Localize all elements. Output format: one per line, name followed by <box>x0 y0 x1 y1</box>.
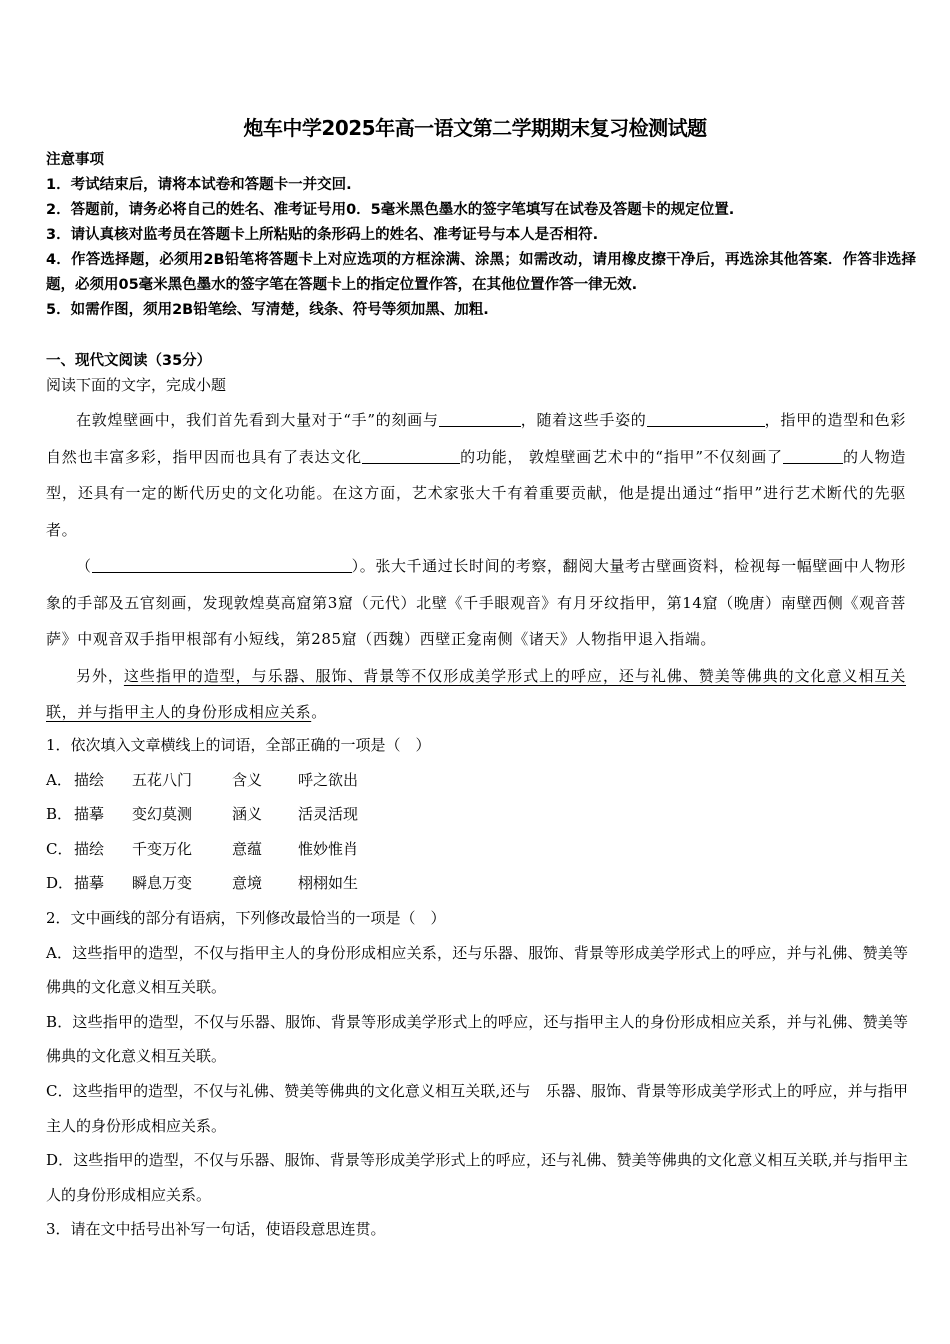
option-word: 栩栩如生 <box>298 874 359 893</box>
underlined-sentence: 这些指甲的造型，与乐器、服饰、背景等不仅形成美学形式上的呼应，还与礼佛、赞美等佛典的文化意义相互关联，并与指甲主人的身份形成相应关系 <box>46 666 906 721</box>
option-word: 含义 <box>232 770 263 789</box>
note-item: 1．考试结束后，请将本试卷和答题卡一并交回. <box>46 177 352 193</box>
passage-paragraph-1 <box>46 402 906 548</box>
section-intro: 阅读下面的文字，完成小题 <box>46 376 227 394</box>
notes-heading: 注意事项 <box>46 152 104 168</box>
fill-blank-sentence[interactable] <box>92 557 352 573</box>
questions <box>46 728 908 1247</box>
question-1-stem: 1．依次填入文章横线上的词语，全部正确的一项是（ ） <box>46 736 431 754</box>
option-word: 描绘 <box>74 770 105 789</box>
passage-text: 另外， <box>76 666 124 685</box>
note-item: 5．如需作图，须用2B铅笔绘、写清楚，线条、符号等须加黑、加粗. <box>46 302 489 318</box>
passage-text: 。 <box>311 703 327 721</box>
question-1-option-d[interactable] <box>46 866 908 901</box>
option-word: 意境 <box>232 874 263 893</box>
passage-text: ）。张大千通过长时间的考察，翻阅大量考古壁画资料，检视每一幅壁画中人物形象的手部及五官刻画，发现敦煌莫高窟第3窟（元代）北壁《千手眼观音》有月牙纹指甲，第14窟（晚唐）南壁西侧《观音菩萨》中观音双手指甲根部有小短线，第285窟（西魏）西壁正龛南侧《诸天》人物指甲退入指端。 <box>46 557 906 648</box>
question-2-option-d[interactable]: D．这些指甲的造型，不仅与乐器、服饰、背景等形成美学形式上的呼应，还与礼佛、赞美等佛典的文化意义相互关联,并与指甲主人的身份形成相应关系。 <box>46 1151 908 1204</box>
passage-text: 在敦煌壁画中，我们首先看到大量对于“手”的刻画与 <box>76 411 439 429</box>
passage-text: （ <box>76 557 92 575</box>
notes-section <box>46 148 916 323</box>
question-1-option-a[interactable] <box>46 763 908 798</box>
fill-blank-2[interactable] <box>647 411 765 427</box>
question-1-option-c[interactable] <box>46 832 908 867</box>
fill-blank-4[interactable] <box>783 448 843 464</box>
option-word: 意蕴 <box>232 839 263 858</box>
note-item: 2．答题前，请务必将自己的姓名、准考证号用0．5毫米黑色墨水的签字笔填写在试卷及答题卡的规定位置. <box>46 202 735 218</box>
question-2-stem: 2．文中画线的部分有语病，下列修改最恰当的一项是（ ） <box>46 908 446 927</box>
option-letter: D． <box>46 874 74 893</box>
option-word: 活灵活现 <box>298 805 359 824</box>
passage-text: 的功能， 敦煌壁画艺术中的“指甲”不仅刻画了 <box>459 447 783 466</box>
option-word: 描摹 <box>74 805 105 824</box>
question-2-option-c[interactable]: C．这些指甲的造型，不仅与礼佛、赞美等佛典的文化意义相互关联,还与 乐器、服饰、背景等形成美学形式上的呼应，并与指甲主人的身份形成相应关系。 <box>46 1081 908 1135</box>
passage-paragraph-2 <box>46 548 906 658</box>
option-word: 描绘 <box>74 839 105 858</box>
option-word: 瞬息万变 <box>132 874 193 893</box>
option-word: 惟妙惟肖 <box>298 839 359 858</box>
option-word: 五花八门 <box>132 770 193 789</box>
option-word: 千变万化 <box>132 839 193 858</box>
option-letter: C． <box>46 839 73 858</box>
question-3-stem: 3．请在文中括号出补写一句话，使语段意思连贯。 <box>46 1220 386 1239</box>
option-word: 涵义 <box>232 805 263 824</box>
fill-blank-1[interactable] <box>439 411 521 427</box>
option-word: 变幻莫测 <box>132 805 193 824</box>
option-word: 呼之欲出 <box>298 770 359 789</box>
fill-blank-3[interactable] <box>362 448 460 464</box>
option-word: 描摹 <box>74 874 105 893</box>
reading-passage <box>46 402 906 731</box>
question-2-option-a[interactable]: A．这些指甲的造型，不仅与指甲主人的身份形成相应关系，还与乐器、服饰、背景等形成美学形式上的呼应，并与礼佛、赞美等佛典的文化意义相互关联。 <box>46 943 908 997</box>
passage-text: 的人物造型，还具有一定的断代历史的文化功能。在这方面，艺术家张大千有着重要贡献，他是提出通过“指甲”进行艺术断代的先驱者。 <box>46 447 906 539</box>
question-1-option-b[interactable] <box>46 797 908 832</box>
question-2-option-b[interactable]: B．这些指甲的造型，不仅与乐器、服饰、背景等形成美学形式上的呼应，还与指甲主人的身份形成相应关系，并与礼佛、赞美等佛典的文化意义相互关联。 <box>46 1012 908 1066</box>
option-letter: A． <box>46 770 72 789</box>
page-title: 炮车中学2025年高一语文第二学期期末复习检测试题 <box>243 116 707 140</box>
note-item: 3．请认真核对监考员在答题卡上所粘贴的条形码上的姓名、准考证号与本人是否相符. <box>46 227 599 243</box>
note-item: 4．作答选择题，必须用2B铅笔将答题卡上对应选项的方框涂满、涂黑；如需改动，请用橡皮擦干净后，再选涂其他答案．作答非选择题，必须用05毫米黑色墨水的签字笔在答题卡上的指定位置作答，在其他位置作答一律无效. <box>46 252 916 293</box>
option-letter: B． <box>46 805 73 824</box>
passage-text: ，指甲的造型和色彩自然也丰富多彩，指甲因而也具有了表达文化 <box>46 411 906 466</box>
passage-paragraph-3 <box>46 658 906 731</box>
passage-text: ，随着这些手姿的 <box>520 411 647 429</box>
section-heading: 一、现代文阅读（35分） <box>46 353 212 369</box>
